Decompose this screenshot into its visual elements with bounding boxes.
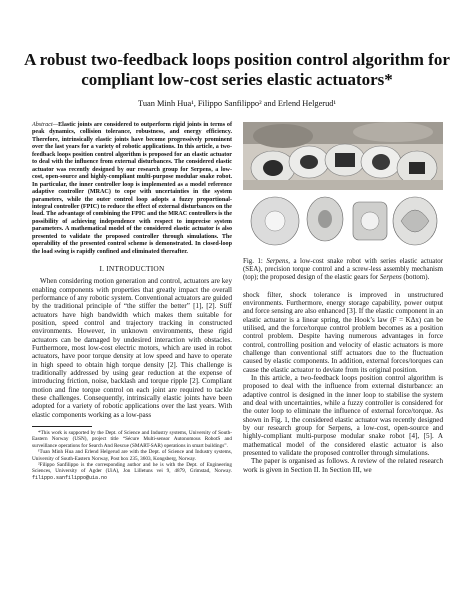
paper-title: A robust two-feedback loops position control algorithm for compliant low-cost series elastic actuators* — [24, 50, 450, 89]
intro-paragraph-right-3: The paper is organised as follows. A review of the related research work is given in Section II. In Section III, we — [243, 457, 443, 474]
abstract-text: Elastic joints are considered to outperform rigid joints in terms of peak dynamics, collision tolerance, robustness, and energy efficiency. Therefore, intrinsically elastic joints have become progressively prominent over the last years for a variety of robotic applications. In this article, a two-feedback loops position control algorithm is proposed for an elastic actuator to deal with the influence from external disturbances. The considered elastic actuator was recently designed by our research group for Serpens, a low-cost, open-source and highly-compliant multi-purpose modular snake robot. In particular, the inner controller loop is implemented as a model reference adaptive controller (MRAC) to cope with uncertainties in the system parameters, while the outer control loop adopts a fuzzy proportional-integral controller (FPIC) to reduce the effect of external disturbances on the load. The advantage of combining the FPIC and the MRAC controllers is the possibility of achieving independence with respect to imprecise system parameters. A mathematical model of the considered elastic actuator is also presented to validate the proposed controller through simulations. The operability of the presented control scheme is demonstrated. In closed-loop the load swing is rapidly confined and eliminated thereafter. — [32, 122, 232, 255]
section-heading-introduction: I. INTRODUCTION — [99, 264, 165, 274]
footnote-affiliation-1: ¹Tuan Minh Hua and Erlend Helgerud are with the Dept. of Science and Industry systems, University of South-Eastern Norway, Post box 235, 3603, Kongsberg, Norway. — [32, 449, 232, 462]
footnote-funding: *This work is supported by the Dept. of Science and Industry systems, University of South-Eastern Norway (USN), project title “Sécure Multi-sensor Autonomous RobotS and surveillance operations for Search And Rescue (SMART-SAR) operations in smart buildings”. — [32, 430, 232, 449]
caption-suffix: (bottom). — [401, 274, 430, 282]
figure-1-image — [243, 122, 443, 252]
footnote-affiliation-2 — [32, 462, 232, 481]
caption-serpens-1: Serpens — [266, 258, 289, 265]
abstract-lead: Abstract— — [32, 122, 59, 128]
footnote-divider — [32, 426, 92, 427]
rock-shape-2 — [353, 122, 433, 142]
figure-1 — [243, 122, 443, 252]
intro-paragraph-right-1: shock filter, shock tolerance is improved in unstructured environments. Furthermore, energy storage capability, power output and force sensing are also enhanced [3]. If the elastic component in an elastic actuator is a linear spring, the Hook’s law (F = KΔx) can be utilised, and the force/torque control problem becomes as a position control problem. Despite having numerous advantages in force control, controlling position and velocity of elastic actuators is more challenge than conventional stiff actuators due to the fluctuation caused by elastic components. In addition, external forces/torques can cause the elastic actuator to deviate from its original position. — [243, 290, 443, 374]
author-list: Tuan Minh Hua¹, Filippo Sanfilippo² and Erlend Helgerud¹ — [138, 99, 336, 108]
intro-paragraph-right-2: In this article, a two-feedback loops position control algorithm is proposed to deal with the influence from external disturbance: an adaptive control is designed in the inner loop to stabilise the system and deal with uncertainties, while a fuzzy controller is considered for the outer loop to eliminate the influence of external force/torque. As shown in Fig. 1, the considered elastic actuator was recently designed by our research group for Serpens, a low-cost, open-source and highly-compliant multi-purpose modular snake robot [4], [5]. A mathematical model of the considered elastic actuator is also presented to validate the proposed controller through simulations. — [243, 374, 443, 458]
caption-serpens-2: Serpens — [379, 274, 402, 282]
abstract — [32, 122, 232, 256]
rock-shape-1 — [253, 124, 313, 148]
intro-paragraph-left: When considering motion generation and control, actuators are key enabling components with properties that greatly impact the overall performance of any robotic system. Conventional actuators are guided by the traditional principle of “the stiffer the better” [1], [2]. Stiff actuators have high bandwidth which makes them suitable for position, speed control and trajectory tracking in constructed environments. However, in unknown environments, these rigid actuators can be damaged by undesired interaction with obstacles. Furthermore, most low-cost electric motors, which are used in robot actuators, have poor torque density at low speed and have to operate in high speed to obtain high torque density [2]. This challenge is traditionally addressed by using gear reduction at the expense of introducing friction, noise, backlash and torque ripple [2]. Compliant motion and fine torque control on each joint are required to tackle these challenges. Consequently, intrinsically elastic joints have been adopted for a variety of robotic applications over the last years. With elastic components working as a low-pass — [32, 277, 232, 419]
left-column — [32, 122, 232, 481]
intro-right-text — [243, 291, 443, 475]
caption-prefix: Fig. 1: — [243, 258, 267, 265]
footnote-affiliation-2-text: ²Filippo Sanfilippo is the corresponding author and he is with the Dept. of Engineering Sciences, University of Agder (UiA), Jon Lilletuns vei 9, 4879, Grimstad, Norway. — [32, 462, 232, 475]
figure-1-caption — [243, 258, 443, 283]
caption-middle: , a low-cost snake robot with series elastic actuator (SEA), precision torque control and a screw-less assembly mechanism (top); the proposed design of the elastic gears for — [243, 258, 443, 282]
footnote-email: filippo.sanfilippo@uia.no — [32, 474, 108, 481]
right-column — [243, 122, 443, 474]
ground-strip — [243, 180, 443, 190]
